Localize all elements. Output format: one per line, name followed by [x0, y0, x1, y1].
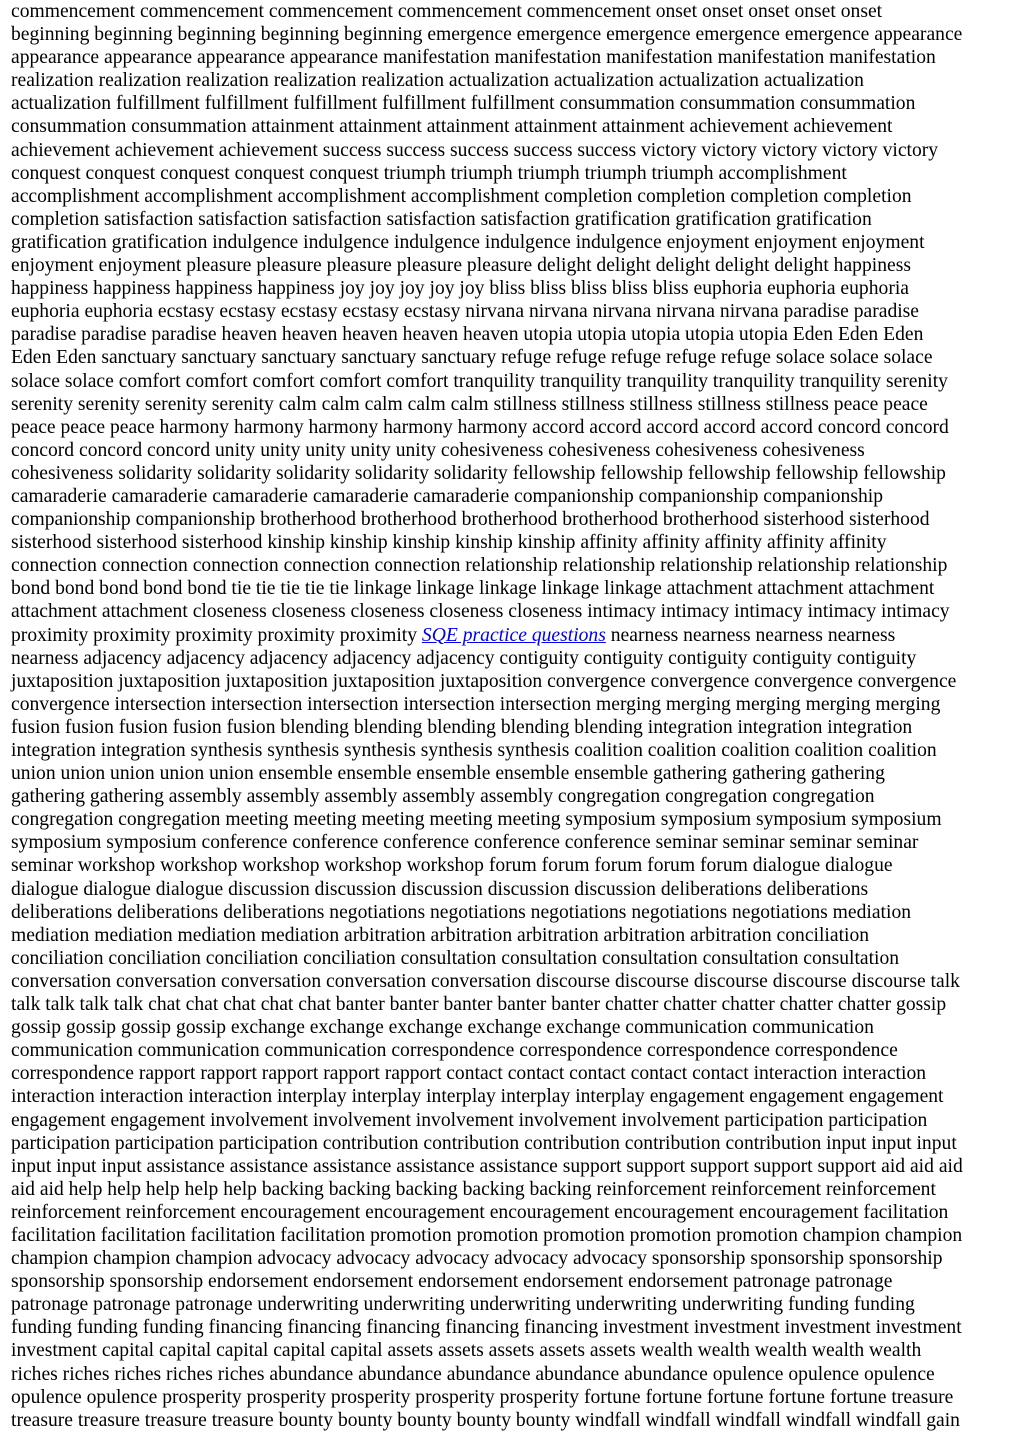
text-line: union union union union union ensemble ensemble ensemble ensemble ensemble gathering gathering gathering	[11, 763, 885, 785]
text-line: participation participation participation contribution contribution contribution contribution contribution input input input	[11, 1132, 957, 1154]
text-line: correspondence rapport rapport rapport rapport rapport contact contact contact contact contact interaction interaction	[11, 1063, 927, 1085]
text-line: conversation conversation conversation conversation conversation discourse discourse discourse discourse discourse talk	[11, 970, 960, 992]
link-line-suffix: nearness nearness nearness nearness	[605, 624, 896, 646]
text-line: juxtaposition juxtaposition juxtaposition juxtaposition juxtaposition convergence convergence convergence convergence	[11, 670, 957, 692]
text-line: cohesiveness solidarity solidarity solidarity solidarity solidarity fellowship fellowship fellowship fellowship fellowship	[11, 462, 946, 484]
text-line: integration integration synthesis synthesis synthesis synthesis synthesis coalition coalition coalition coalition coalition	[11, 740, 937, 761]
text-line: appearance appearance appearance appearance manifestation manifestation manifestation manifestation manifestation	[11, 47, 936, 69]
text-line: seminar workshop workshop workshop workshop workshop forum forum forum forum forum dialogue dialogue	[11, 855, 893, 877]
text-line: dialogue dialogue dialogue discussion discussion discussion discussion discussion deliberations deliberations	[11, 878, 869, 900]
text-line: aid aid help help help help help backing backing backing backing backing reinforcement reinforcement reinforcement	[11, 1178, 936, 1200]
text-line: concord concord concord unity unity unity unity unity cohesiveness cohesiveness cohesiveness cohesiveness	[11, 439, 865, 461]
text-line: gathering gathering assembly assembly assembly assembly assembly congregation congregation congregation	[11, 786, 875, 808]
text-line: accomplishment accomplishment accomplishment accomplishment completion completion completion completion	[11, 185, 912, 207]
text-line: commencement commencement commencement commencement commencement onset onset onset onset onset	[11, 1, 883, 22]
text-line: paradise paradise paradise heaven heaven heaven heaven heaven utopia utopia utopia utopia utopia Eden Eden Eden	[11, 324, 924, 346]
text-line: deliberations deliberations deliberations negotiations negotiations negotiations negotiations negotiations mediation	[11, 901, 912, 923]
text-line: funding funding funding financing financing financing financing financing investment investment investment investment	[11, 1317, 962, 1339]
text-line: treasure treasure treasure treasure bounty bounty bounty bounty bounty windfall windfall windfall windfall windfall gain	[11, 1409, 960, 1431]
text-line: gratification gratification indulgence indulgence indulgence indulgence indulgence enjoyment enjoyment enjoyment	[11, 231, 925, 253]
text-line: solace solace comfort comfort comfort comfort comfort tranquility tranquility tranquility tranquility tranquility serenity	[11, 370, 948, 392]
text-line: mediation mediation mediation mediation arbitration arbitration arbitration arbitration arbitration conciliation	[11, 924, 870, 946]
text-line: convergence intersection intersection intersection intersection intersection merging merging merging merging merging	[11, 693, 941, 715]
text-block-after-link	[11, 647, 1021, 1432]
text-line: completion satisfaction satisfaction satisfaction satisfaction satisfaction gratification gratification gratification	[11, 208, 872, 230]
text-line: reinforcement reinforcement encouragement encouragement encouragement encouragement encouragement facilitation	[11, 1201, 949, 1223]
text-line: patronage patronage patronage underwriting underwriting underwriting underwriting underwriting funding funding	[11, 1294, 915, 1316]
text-line: fusion fusion fusion fusion fusion blending blending blending blending blending integration integration integration	[11, 716, 913, 738]
text-line: champion champion champion advocacy advocacy advocacy advocacy advocacy sponsorship sponsorship sponsorship	[11, 1248, 943, 1270]
text-line: interaction interaction interaction interplay interplay interplay interplay interplay engagement engagement engagement	[11, 1086, 944, 1108]
text-line: camaraderie camaraderie camaraderie camaraderie camaraderie companionship companionship companionship	[11, 485, 884, 507]
text-line: realization realization realization realization realization actualization actualization actualization actualization	[11, 70, 864, 92]
text-line: actualization fulfillment fulfillment fulfillment fulfillment fulfillment consummation consummation consummation	[11, 93, 916, 115]
text-line: communication communication communication correspondence correspondence correspondence correspondence	[11, 1040, 898, 1062]
text-line: facilitation facilitation facilitation facilitation promotion promotion promotion promotion promotion champion champion	[11, 1224, 963, 1246]
link-line-prefix: proximity proximity proximity proximity proximity	[11, 624, 422, 646]
text-line: nearness adjacency adjacency adjacency adjacency adjacency contiguity contiguity contiguity contiguity contiguity	[11, 647, 917, 669]
text-block-before-link	[11, 0, 1021, 624]
text-line: talk talk talk talk chat chat chat chat chat banter banter banter banter banter chatter chatter chatter chatter chatter gossip	[11, 994, 947, 1016]
text-line: serenity serenity serenity serenity calm calm calm calm calm stillness stillness stillness stillness stillness peace peace	[11, 393, 928, 415]
text-line: engagement engagement involvement involvement involvement involvement involvement participation participation	[11, 1109, 928, 1131]
text-line: Eden Eden sanctuary sanctuary sanctuary sanctuary sanctuary refuge refuge refuge refuge refuge solace solace solace	[11, 347, 933, 369]
text-line: connection connection connection connection connection relationship relationship relationship relationship relationship	[11, 555, 948, 577]
text-line: achievement achievement achievement success success success success success victory victory victory victory victory	[11, 139, 939, 161]
text-line: sponsorship sponsorship endorsement endorsement endorsement endorsement endorsement patronage patronage	[11, 1271, 893, 1293]
text-line: bond bond bond bond bond tie tie tie tie tie linkage linkage linkage linkage linkage attachment attachment attachment	[11, 578, 935, 600]
sqe-practice-questions-link[interactable]: SQE practice questions	[421, 624, 606, 646]
document-body	[11, 0, 1021, 1432]
text-line: input input input assistance assistance assistance assistance assistance support support support support support aid aid aid	[11, 1155, 963, 1177]
text-line: enjoyment enjoyment pleasure pleasure pleasure pleasure pleasure delight delight delight delight delight happiness	[11, 255, 911, 277]
text-line: riches riches riches riches riches abundance abundance abundance abundance abundance opulence opulence opulence	[11, 1363, 935, 1385]
text-line: consummation consummation attainment attainment attainment attainment attainment achievement achievement	[11, 116, 893, 138]
text-line: happiness happiness happiness happiness joy joy joy joy joy bliss bliss bliss bliss bliss euphoria euphoria euphoria	[11, 278, 909, 300]
link-line	[11, 624, 1021, 647]
text-line: conciliation conciliation conciliation conciliation consultation consultation consultation consultation consultation	[11, 947, 900, 969]
text-line: congregation congregation meeting meeting meeting meeting meeting symposium symposium symposium symposium	[11, 809, 942, 831]
text-line: companionship companionship brotherhood brotherhood brotherhood brotherhood brotherhood sisterhood sisterhood	[11, 509, 930, 531]
text-line: gossip gossip gossip gossip exchange exchange exchange exchange exchange communication communication	[11, 1017, 874, 1039]
text-line: beginning beginning beginning beginning beginning emergence emergence emergence emergence emergence appearance	[11, 24, 963, 46]
text-line: peace peace peace harmony harmony harmony harmony harmony accord accord accord accord accord concord concord	[11, 416, 949, 438]
text-line: symposium symposium conference conference conference conference conference seminar seminar seminar seminar	[11, 832, 919, 854]
text-line: euphoria euphoria ecstasy ecstasy ecstasy ecstasy ecstasy nirvana nirvana nirvana nirvana nirvana paradise paradise	[11, 301, 919, 323]
text-line: conquest conquest conquest conquest conquest triumph triumph triumph triumph triumph accomplishment	[11, 162, 847, 184]
text-line: sisterhood sisterhood sisterhood kinship kinship kinship kinship kinship affinity affinity affinity affinity affinity	[11, 532, 887, 554]
text-line: attachment attachment closeness closeness closeness closeness closeness intimacy intimacy intimacy intimacy intimacy	[11, 601, 950, 623]
text-line: opulence opulence prosperity prosperity prosperity prosperity prosperity fortune fortune fortune fortune fortune treasure	[11, 1386, 954, 1408]
text-line: investment capital capital capital capital capital assets assets assets assets assets wealth wealth wealth wealth wealth	[11, 1340, 922, 1362]
